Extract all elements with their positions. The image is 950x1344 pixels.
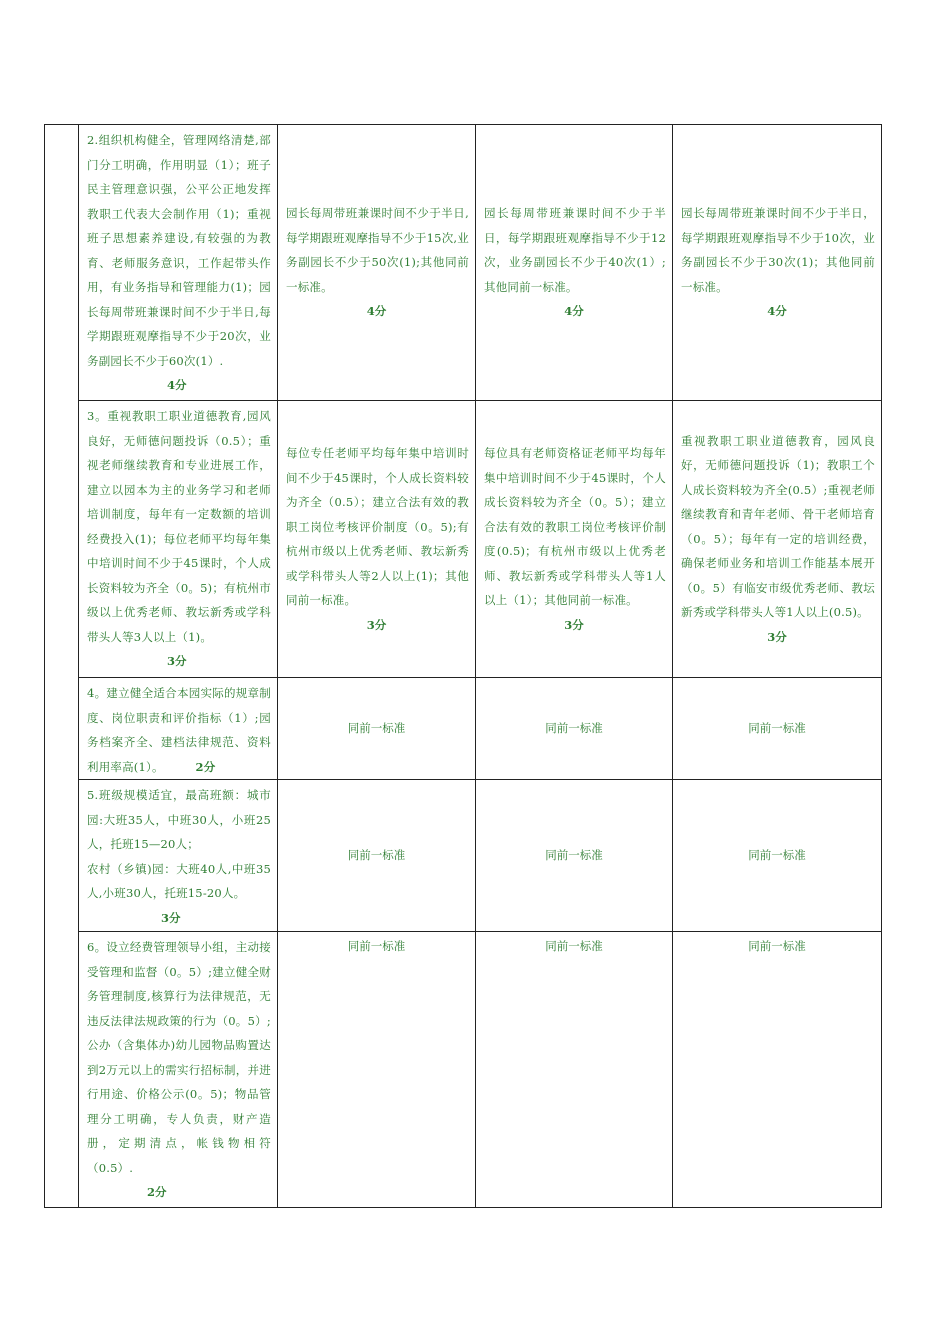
criterion-cell (79, 932, 278, 1208)
level-text: 同前一标准 (748, 848, 806, 863)
level-cell (278, 125, 476, 401)
level-text: 同前一标准 (748, 721, 806, 736)
criterion-text: 3。重视教职工职业道德教育,园风良好，无师德问题投诉（0.5）；重视老师继续教育和专业进展工作，建立以园本为主的业务学习和老师培训制度，每年有一定数额的培训经费投入(1)；每位老师平均每年集中培训时间不少于45课时，个人成长资料较为齐全（0。5)；有杭州市级以上优秀老师、教坛新秀或学科带头人等3人以上（1)。 (87, 409, 271, 644)
criterion-score: 3分 (167, 654, 187, 668)
criterion-score: 4分 (167, 378, 187, 392)
level-score: 3分 (366, 617, 387, 632)
level-cell (278, 401, 476, 678)
level-score: 4分 (564, 304, 584, 319)
level-text: 同前一标准 (347, 939, 406, 953)
criterion-text: 2.组织机构健全，管理网络清楚,部门分工明确，作用明显（1）；班子民主管理意识强，公平公正地发挥教职工代表大会制作用（1)；重视班子思想素养建设,有较强的为教育、老师服务意识，工作起带头作用，有业务指导和管理能力(1)；园长每周带班兼课时间不少于半日,每学期跟班观摩指导不少于20次，业务副园长不少于60次(1）. (87, 133, 271, 368)
level-text: 园长每周带班兼课时间不少于半日,每学期跟班观摩指导不少于15次,业务副园长不少于50次(1);其他同前一标准。 (286, 206, 469, 294)
level-cell (476, 932, 673, 1208)
level-cell (476, 125, 673, 401)
level-score: 4分 (767, 304, 787, 319)
level-cell (278, 780, 476, 932)
level-text: 重视教职工职业道德教育，园风良好，无师德问题投诉（1)；教职工个人成长资料较为齐全(0.5）;重视老师继续教育和青年老师、骨干老师培育（0。5）；每年有一定的培训经费，确保老师业务和培训工作能基本展开（0。5）有临安市级优秀老师、教坛新秀或学科带头人等1人以上(0.5)。 (681, 433, 875, 620)
level-text: 每位具有老师资格证老师平均每年集中培训时间不少于45课时，个人成长资料较为齐全（0。5）；建立合法有效的教职工岗位考核评价制度(0.5)；有杭州市级以上优秀老师、教坛新秀或学科带头人等1人以上（1）；其他同前一标准。 (484, 446, 666, 607)
table-row (45, 780, 882, 932)
level-cell (278, 678, 476, 780)
level-cell (476, 401, 673, 678)
criterion-text: 4。建立健全适合本园实际的规章制度、岗位职责和评价指标（1）;园务档案齐全、建档法律规范、资料利用率高(1）。 (87, 686, 271, 774)
level-text: 同前一标准 (347, 721, 406, 736)
level-text: 园长每周带班兼课时间不少于半日，每学期跟班观摩指导不少于10次，业务副园长不少于30次(1)；其他同前一标准。 (681, 206, 875, 294)
criterion-cell (79, 678, 278, 780)
criterion-score: 2分 (147, 1185, 167, 1199)
level-text: 同前一标准 (347, 848, 406, 863)
table-row (45, 401, 882, 678)
level-score: 3分 (767, 629, 787, 644)
criterion-score: 3分 (161, 910, 181, 925)
blank-category-cell (45, 125, 79, 1208)
level-text: 同前一标准 (545, 939, 603, 953)
table-row (45, 678, 882, 780)
level-text: 园长每周带班兼课时间不少于半日，每学期跟班观摩指导不少于12次，业务副园长不少于40次(1）;其他同前一标准。 (484, 206, 666, 294)
criterion-text: 6。设立经费管理领导小组，主动接受管理和监督（0。5）;建立健全财务管理制度,核算行为法律规范，无违反法律法规政策的行为（0。5）;公办（含集体办)幼儿园物品购置达到2万元以上的需实行招标制，并进行用途、价格公示(0。5)；物品管理分工明确，专人负责，财产造册，定期清点，帐钱物相符（0.5）. (87, 940, 271, 1175)
level-cell (673, 780, 882, 932)
level-text: 每位专任老师平均每年集中培训时间不少于45课时，个人成长资料较为齐全（0.5）；建立合法有效的教职工岗位考核评价制度（0。5);有杭州市级以上优秀老师、教坛新秀或学科带头人等2人以上(1)；其他同前一标准。 (286, 446, 469, 607)
level-text: 同前一标准 (545, 848, 603, 863)
level-cell (673, 125, 882, 401)
level-cell (673, 678, 882, 780)
table-row (45, 932, 882, 1208)
level-cell (278, 932, 476, 1208)
level-cell (673, 401, 882, 678)
criterion-cell (79, 125, 278, 401)
criterion-text-line: 农村（乡镇)园：大班40人,中班35人,小班30人，托班15-20人。 (87, 861, 271, 900)
table-row (45, 125, 882, 401)
level-score: 4分 (366, 304, 387, 319)
level-text: 同前一标准 (748, 939, 806, 953)
level-cell (673, 932, 882, 1208)
evaluation-table (44, 124, 882, 1208)
level-cell (476, 678, 673, 780)
criterion-score: 2分 (195, 759, 216, 774)
criterion-cell (79, 401, 278, 678)
level-score: 3分 (564, 617, 584, 632)
level-text: 同前一标准 (545, 721, 603, 736)
criterion-text-line: 5.班级规模适宜，最高班额：城市园:大班35人，中班30人，小班25人，托班15—20人； (87, 788, 271, 851)
criterion-cell (79, 780, 278, 932)
level-cell (476, 780, 673, 932)
